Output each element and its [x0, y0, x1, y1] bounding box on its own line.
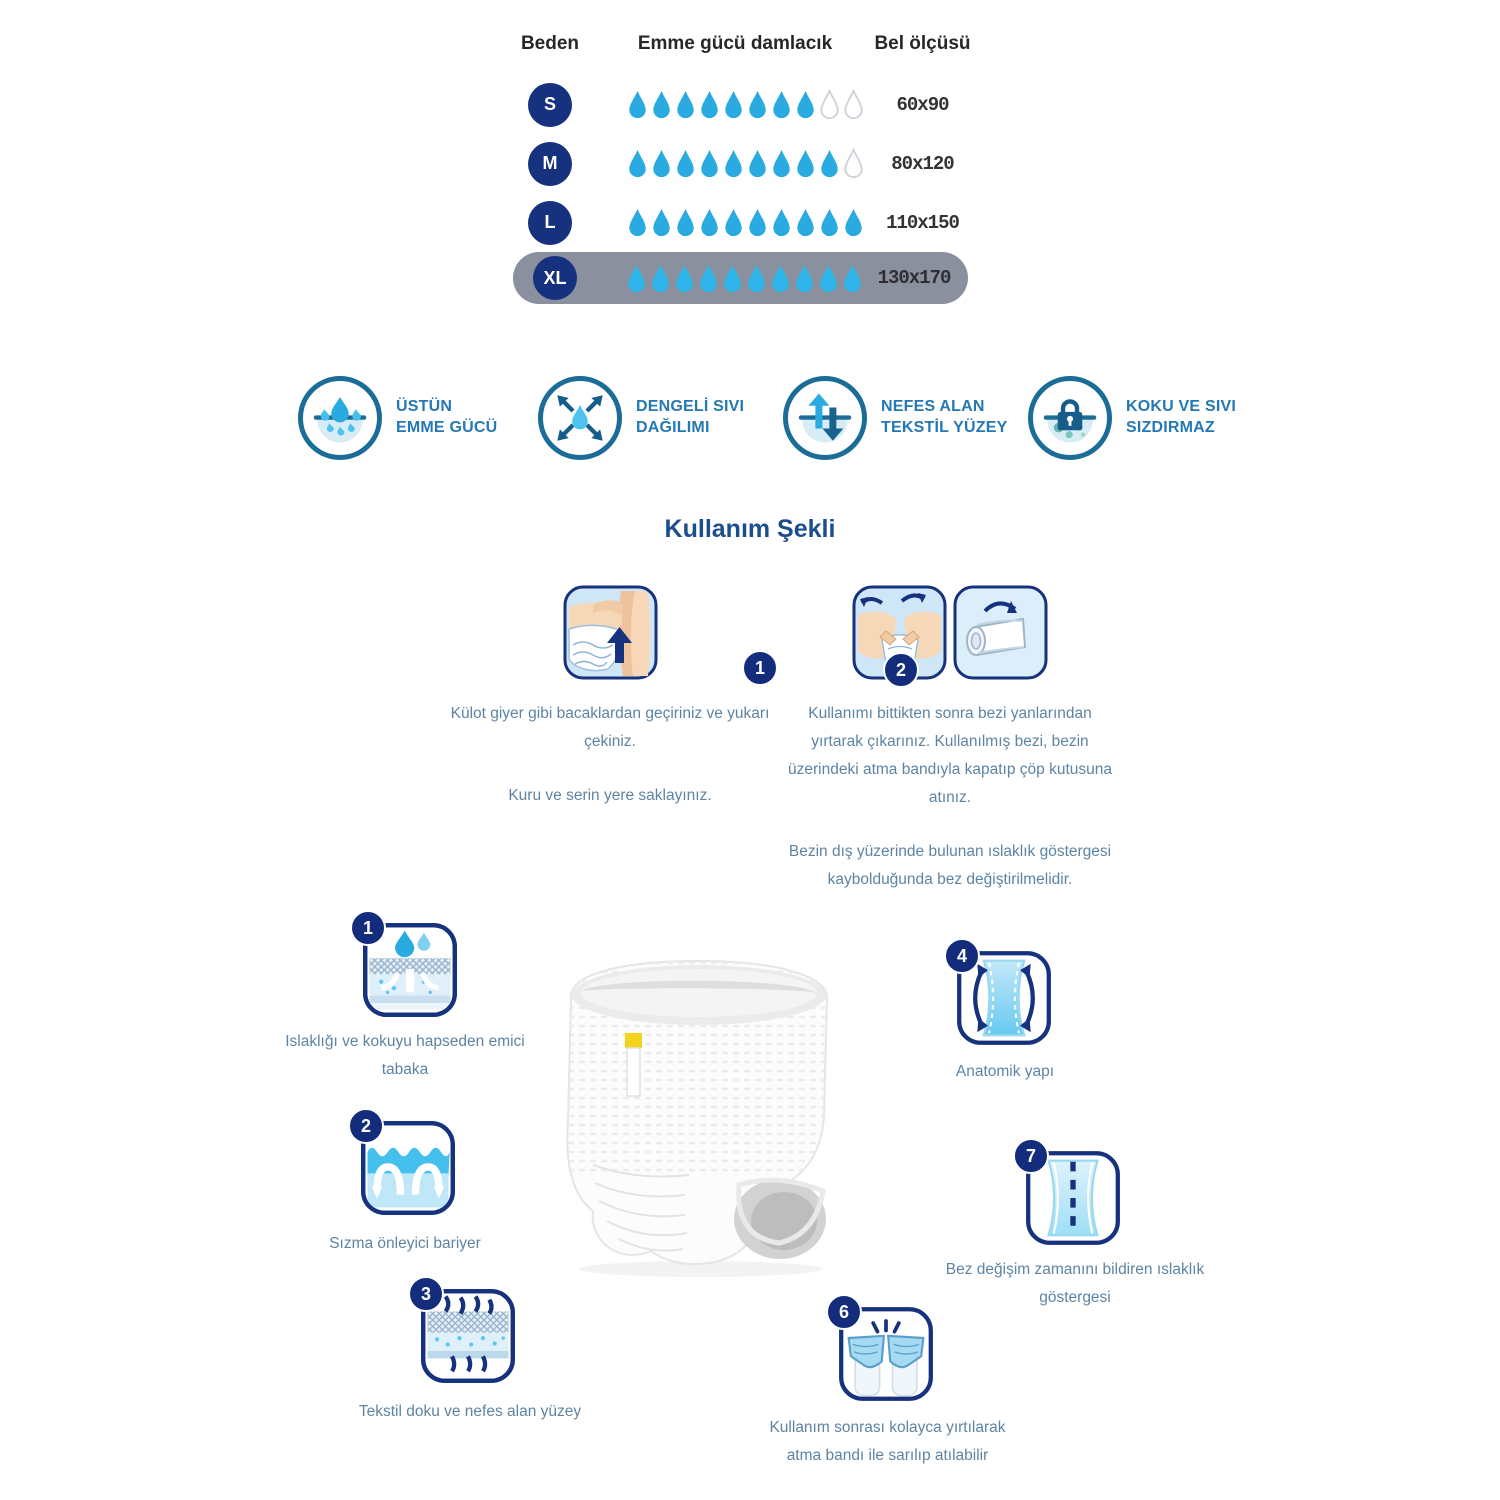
callout-number-badge: 3 [408, 1276, 444, 1312]
feature-label: DENGELİ SIVI DAĞILIMI [636, 398, 745, 436]
callout-label-anatomic: Anatomik yapı [955, 1063, 1055, 1080]
drop-filled-icon [649, 263, 672, 294]
drop-filled-icon [746, 148, 769, 179]
odor-leakproof-lock-icon [1028, 376, 1112, 460]
drop-filled-icon [674, 207, 697, 238]
drop-filled-icon [625, 263, 648, 294]
drop-filled-icon [722, 89, 745, 120]
step-1-text-2: Kuru ve serin yere saklayınız. [508, 787, 712, 804]
drop-filled-icon [818, 148, 841, 179]
drop-filled-icon [721, 263, 744, 294]
pull-up-pants-illustration [563, 585, 658, 680]
absorbency-drops-l [600, 207, 870, 238]
drop-filled-icon [769, 263, 792, 294]
drop-filled-icon [626, 89, 649, 120]
size-table-header [500, 33, 975, 55]
waist-value-s: 60x90 [896, 93, 949, 116]
table-row-m [500, 134, 975, 193]
header-waist: Bel ölçüsü [874, 33, 971, 54]
waist-value-l: 110x150 [886, 211, 959, 234]
callout-label-wetness-indicator: Bez değişim zamanını bildiren ıslaklık göstergesi [945, 1261, 1205, 1306]
drop-filled-icon [698, 148, 721, 179]
drop-filled-icon [794, 207, 817, 238]
table-row-xl-highlighted [513, 252, 968, 304]
drop-filled-icon [650, 207, 673, 238]
drop-filled-icon [673, 263, 696, 294]
feature-label: KOKU VE SIVI SIZDIRMAZ [1126, 398, 1236, 436]
feature-label: NEFES ALAN TEKSTİL YÜZEY [881, 398, 1008, 436]
callout-label-leak-barrier: Sızma önleyici bariyer [329, 1235, 481, 1252]
drop-filled-icon [745, 263, 768, 294]
usage-step-1 [450, 585, 770, 810]
drop-filled-icon [746, 89, 769, 120]
waist-value-xl: 130x170 [877, 267, 951, 289]
feature-label: ÜSTÜN EMME GÜCÜ [396, 398, 498, 436]
step-2-text-1: Kullanımı bittikten sonra bezi yanlarından yırtarak çıkarınız. Kullanılmış bezi, bezin üzerindeki atma bandıyla kapatıp çöp kutusuna atınız. [788, 705, 1112, 806]
step-number-badge: 1 [742, 650, 778, 686]
feature-distribution [538, 372, 744, 464]
callout-number-badge: 4 [944, 938, 980, 974]
drop-filled-icon [722, 148, 745, 179]
drop-filled-icon [626, 207, 649, 238]
table-row-l [500, 193, 975, 252]
drop-filled-icon [650, 148, 673, 179]
drop-filled-icon [794, 89, 817, 120]
drop-filled-icon [698, 207, 721, 238]
drop-filled-icon [674, 89, 697, 120]
header-absorbency: Emme gücü damlacık [637, 33, 833, 54]
step-1-text-1: Külot giyer gibi bacaklardan geçiriniz ve yukarı çekiniz. [450, 705, 770, 750]
absorption-drops-icon [298, 376, 382, 460]
callout-label-textile-surface: Tekstil doku ve nefes alan yüzey [358, 1403, 582, 1420]
drop-filled-icon [697, 263, 720, 294]
drop-filled-icon [818, 207, 841, 238]
drop-filled-icon [698, 89, 721, 120]
size-badge-xl: XL [533, 256, 577, 300]
drop-filled-icon [817, 263, 840, 294]
drop-filled-icon [746, 207, 769, 238]
drop-filled-icon [842, 207, 865, 238]
drop-filled-icon [793, 263, 816, 294]
step-2-illustration [785, 585, 1115, 680]
feature-breathable [783, 372, 1007, 464]
rolled-diaper-illustration [953, 585, 1048, 680]
callout-number-badge: 1 [350, 910, 386, 946]
product-photo-diaper-pants [533, 933, 865, 1281]
callout-number-badge: 7 [1013, 1138, 1049, 1174]
header-size: Beden [520, 33, 580, 54]
drop-filled-icon [770, 89, 793, 120]
waist-value-m: 80x120 [891, 152, 954, 175]
drop-filled-icon [722, 207, 745, 238]
drop-filled-icon [770, 148, 793, 179]
size-badge-l: L [528, 201, 572, 245]
absorbency-drops-m [600, 148, 870, 179]
absorbency-drops-s [600, 89, 870, 120]
drop-empty-icon [842, 89, 865, 120]
drop-filled-icon [650, 89, 673, 120]
drop-empty-icon [842, 148, 865, 179]
leak-barrier-icon [360, 1115, 456, 1216]
size-badge-m: M [528, 142, 572, 186]
absorbency-drops-xl [577, 263, 865, 294]
drop-filled-icon [770, 207, 793, 238]
size-badge-s: S [528, 83, 572, 127]
drop-filled-icon [841, 263, 864, 294]
tear-and-dispose-icon [838, 1301, 934, 1402]
callout-label-tear-dispose: Kullanım sonrası kolayca yırtılarak atma bandı ile sarılıp atılabilir [769, 1419, 1006, 1464]
callout-number-badge: 2 [348, 1108, 384, 1144]
usage-section-title: Kullanım Şekli [664, 515, 836, 543]
liquid-distribution-icon [538, 376, 622, 460]
drop-empty-icon [818, 89, 841, 120]
size-table [500, 30, 975, 315]
table-row-s [500, 75, 975, 134]
feature-absorption [298, 372, 497, 464]
drop-filled-icon [794, 148, 817, 179]
callout-label-absorbent-layer: Islaklığı ve kokuyu hapseden emici tabaka [285, 1033, 525, 1078]
absorbent-layer-icon [362, 917, 458, 1018]
drop-filled-icon [674, 148, 697, 179]
wetness-indicator-icon [1025, 1145, 1121, 1246]
anatomic-shape-icon [956, 945, 1052, 1046]
usage-step-2 [785, 585, 1115, 894]
feature-leakproof [1028, 372, 1236, 464]
drop-filled-icon [626, 148, 649, 179]
textile-breathable-icon [420, 1283, 516, 1384]
step-2-text-2: Bezin dış yüzerinde bulunan ıslaklık göstergesi kaybolduğunda bez değiştirilmelidir. [788, 843, 1112, 888]
callout-number-badge: 6 [826, 1294, 862, 1330]
step-number-badge: 2 [883, 652, 919, 688]
breathable-surface-icon [783, 376, 867, 460]
step-1-illustration [450, 585, 770, 680]
